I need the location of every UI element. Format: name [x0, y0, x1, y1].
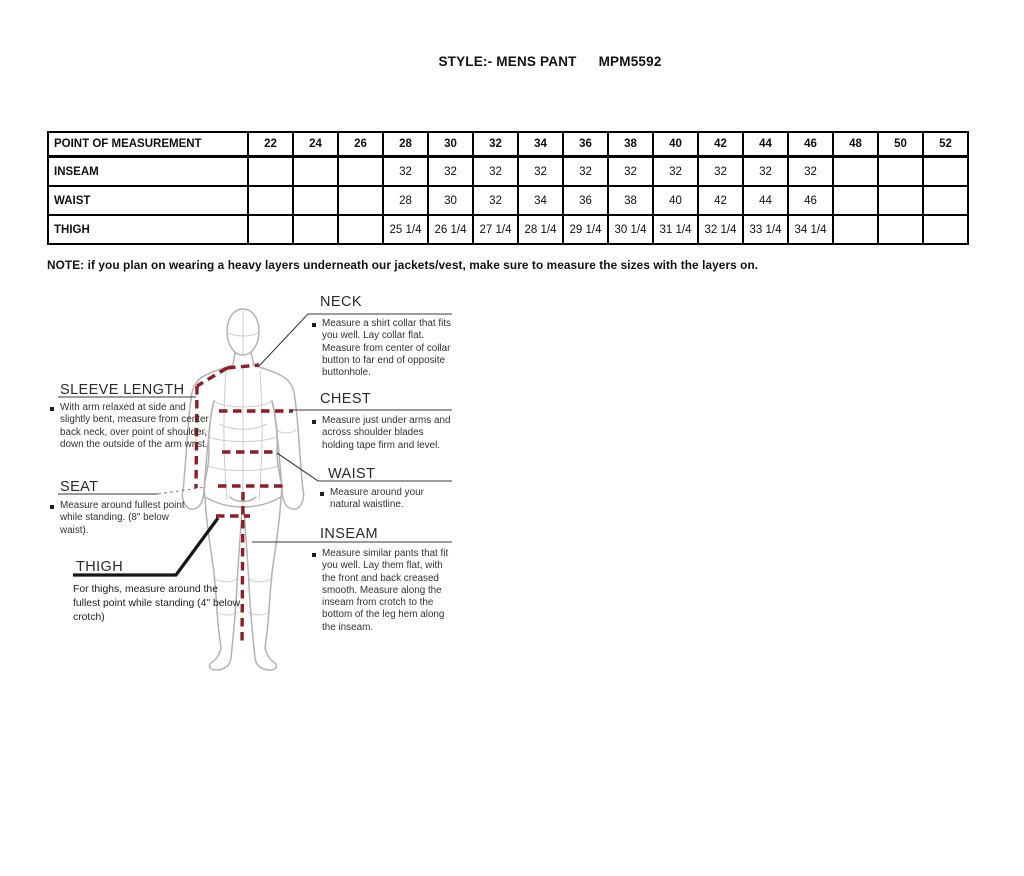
waist-section-heading: WAIST: [328, 466, 376, 482]
measurement-cell: 28: [383, 186, 428, 215]
measurement-cell: [338, 215, 383, 244]
col-header-size: 48: [833, 132, 878, 157]
measurement-cell: 31 1/4: [653, 215, 698, 244]
measurement-cell: 32: [698, 157, 743, 187]
style-label: STYLE:- MENS PANT: [438, 54, 577, 69]
thigh-section-text: For thighs, measure around the fullest point while standing (4" below crotch): [73, 584, 241, 624]
bullet-square-icon: [50, 407, 54, 411]
measurement-cell: 28 1/4: [518, 215, 563, 244]
measurement-cell: [293, 186, 338, 215]
size-measurement-table: [47, 131, 969, 245]
measurement-cell: 32: [473, 186, 518, 215]
measurement-cell: 26 1/4: [428, 215, 473, 244]
measurement-cell: 25 1/4: [383, 215, 428, 244]
measurement-cell: 32: [653, 157, 698, 187]
neck-section-heading: NECK: [320, 294, 362, 310]
bullet-square-icon: [312, 323, 316, 327]
chest-section-heading: CHEST: [320, 391, 372, 407]
table-row-inseam: [48, 157, 968, 187]
measurement-cell: 46: [788, 186, 833, 215]
neck-section-text: Measure a shirt collar that fits you well. Lay collar flat. Measure from center of collar button to far end of opposite buttonhole.: [322, 318, 451, 379]
measurement-cell: 29 1/4: [563, 215, 608, 244]
measurement-cell: 32: [383, 157, 428, 187]
inseam-section-text: Measure similar pants that fit you well. Lay them flat, with the front and back creased smooth. Measure along the inseam from crotch to the bottom of the leg hem along the inseam.: [322, 548, 449, 633]
col-header-size: 50: [878, 132, 923, 157]
measurement-cell: 32: [428, 157, 473, 187]
bullet-square-icon: [320, 492, 324, 496]
measurement-cell: 32 1/4: [698, 215, 743, 244]
table-row-waist: [48, 186, 968, 215]
measurement-cell: [833, 186, 878, 215]
measurement-cell: 33 1/4: [743, 215, 788, 244]
shoulder-measure-line: [197, 368, 227, 386]
measurement-cell: [248, 157, 293, 187]
measurement-cell: 44: [743, 186, 788, 215]
sleeve-length-section-text: With arm relaxed at side and slightly bent, measure from center back neck, over point of shoulder, down the outside of the arm wrist.: [60, 402, 209, 450]
measurement-cell: 32: [473, 157, 518, 187]
col-header-size: 46: [788, 132, 833, 157]
col-header-size: 36: [563, 132, 608, 157]
figure-mesh-lines: [191, 311, 296, 615]
neck-section: [312, 318, 452, 379]
measurement-cell: 32: [788, 157, 833, 187]
row-label: INSEAM: [48, 157, 248, 187]
inseam-section-heading: INSEAM: [320, 526, 378, 542]
page-title: [38, 54, 1024, 69]
col-header-size: 38: [608, 132, 653, 157]
measurement-cell: [293, 215, 338, 244]
waist-section: [320, 487, 452, 512]
measurement-cell: 40: [653, 186, 698, 215]
measurement-cell: [923, 215, 968, 244]
measurement-cell: [878, 215, 923, 244]
measurement-cell: 42: [698, 186, 743, 215]
thigh-section-heading: THIGH: [76, 559, 124, 575]
col-header-size: 42: [698, 132, 743, 157]
style-code: MPM5592: [598, 54, 662, 69]
col-header-size: 34: [518, 132, 563, 157]
measurement-cell: 27 1/4: [473, 215, 518, 244]
bullet-square-icon: [50, 505, 54, 509]
col-header-size: 32: [473, 132, 518, 157]
col-header-size: 26: [338, 132, 383, 157]
table-row-thigh: [48, 215, 968, 244]
measurement-cell: [923, 186, 968, 215]
measurement-cell: 30: [428, 186, 473, 215]
col-header-size: 22: [248, 132, 293, 157]
measurement-cell: 30 1/4: [608, 215, 653, 244]
seat-section: [50, 500, 200, 537]
chest-section: [312, 415, 452, 452]
row-label: WAIST: [48, 186, 248, 215]
measurement-cell: 32: [608, 157, 653, 187]
neck-measure-line: [227, 365, 259, 368]
inseam-section: [312, 548, 454, 634]
measurement-cell: [833, 215, 878, 244]
chest-section-text: Measure just under arms and across shoulder blades holding tape firm and level.: [322, 415, 451, 451]
measurement-cell: 36: [563, 186, 608, 215]
measurement-cell: [293, 157, 338, 187]
measurement-cell: [248, 186, 293, 215]
measurement-cell: 32: [518, 157, 563, 187]
seat-section-heading: SEAT: [60, 479, 99, 495]
col-header-size: 40: [653, 132, 698, 157]
measurement-cell: [248, 215, 293, 244]
seat-section-text: Measure around fullest point while standing. (8" below waist).: [60, 500, 185, 536]
measurement-cell: [878, 186, 923, 215]
measurement-cell: 32: [563, 157, 608, 187]
col-header-size: 30: [428, 132, 473, 157]
sleeve-length-section: [50, 402, 210, 451]
layers-note: NOTE: if you plan on wearing a heavy layers underneath our jackets/vest, make sure to measure the sizes with the layers on.: [47, 258, 759, 272]
thigh-section: [73, 583, 243, 625]
col-header-size: 44: [743, 132, 788, 157]
measurement-cell: 38: [608, 186, 653, 215]
sleeve-length-section-heading: SLEEVE LENGTH: [60, 382, 185, 398]
table-header-row: [48, 132, 968, 157]
col-header-size: 28: [383, 132, 428, 157]
measurement-cell: 34 1/4: [788, 215, 833, 244]
bullet-square-icon: [312, 553, 316, 557]
row-label: THIGH: [48, 215, 248, 244]
col-header-size: 24: [293, 132, 338, 157]
col-header-point-of-measurement: POINT OF MEASUREMENT: [48, 132, 248, 157]
measurement-cell: 32: [743, 157, 788, 187]
measurement-cell: [338, 186, 383, 215]
waist-section-text: Measure around your natural waistline.: [330, 487, 424, 511]
measurement-cell: [923, 157, 968, 187]
seat-leader-line: [158, 487, 206, 494]
measurement-cell: 34: [518, 186, 563, 215]
measurement-cell: [338, 157, 383, 187]
measurement-cell: [833, 157, 878, 187]
measurement-cell: [878, 157, 923, 187]
col-header-size: 52: [923, 132, 968, 157]
bullet-square-icon: [312, 420, 316, 424]
